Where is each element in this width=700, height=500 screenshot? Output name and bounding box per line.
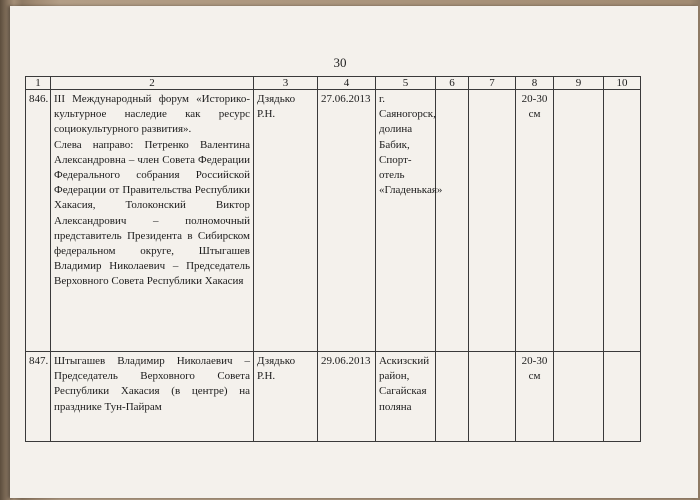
row-cell-10 — [604, 90, 641, 352]
row-number: 846. — [26, 90, 51, 352]
column-header: 3 — [254, 77, 318, 90]
row-cell-6 — [436, 90, 469, 352]
column-header: 6 — [436, 77, 469, 90]
column-header: 10 — [604, 77, 641, 90]
row-cell-10 — [604, 352, 641, 442]
column-header: 5 — [376, 77, 436, 90]
row-location: Аскизский район, Сагайская поляна — [376, 352, 436, 442]
row-date: 27.06.2013 — [318, 90, 376, 352]
row-cell-9 — [554, 352, 604, 442]
column-header: 8 — [516, 77, 554, 90]
column-number-row — [26, 77, 641, 90]
row-author: Дзядько Р.Н. — [254, 90, 318, 352]
description-paragraph: Слева направо: Петренко Валентина Александровна – член Совета Федерации Федерального собрания Российской Федерации от Правительства Республики Хакасия, Толоконский Виктор Александрович – полномочный представитель Президента в Сибирском федеральном округе, Штыгашев Владимир Николаевич – Председатель Верховного Совета Республики Хакасия — [54, 138, 250, 288]
row-cell-9 — [554, 90, 604, 352]
description-paragraph: III Международный форум «Историко-культурное наследие как ресурс социокультурного развития». — [54, 93, 250, 136]
table-row — [26, 90, 641, 352]
row-description — [51, 352, 254, 442]
row-author: Дзядько Р.Н. — [254, 352, 318, 442]
column-header: 4 — [318, 77, 376, 90]
column-header: 7 — [469, 77, 516, 90]
column-header: 1 — [26, 77, 51, 90]
row-size: 20-30 см — [516, 90, 554, 352]
row-number: 847. — [26, 352, 51, 442]
column-header: 9 — [554, 77, 604, 90]
row-cell-6 — [436, 352, 469, 442]
row-date: 29.06.2013 — [318, 352, 376, 442]
row-cell-7 — [469, 352, 516, 442]
column-header: 2 — [51, 77, 254, 90]
row-size: 20-30 см — [516, 352, 554, 442]
row-cell-7 — [469, 90, 516, 352]
table-row — [26, 352, 641, 442]
register-table — [25, 76, 641, 442]
page-number: 30 — [333, 55, 347, 70]
description-paragraph: Штыгашев Владимир Николаевич – Председатель Верховного Совета Республики Хакасия (в центре) на празднике Тун-Пайрам — [54, 355, 250, 413]
row-location: г. Саяногорск, долина Бабик, Спорт-отель «Гладенькая» — [376, 90, 436, 352]
row-description — [51, 90, 254, 352]
